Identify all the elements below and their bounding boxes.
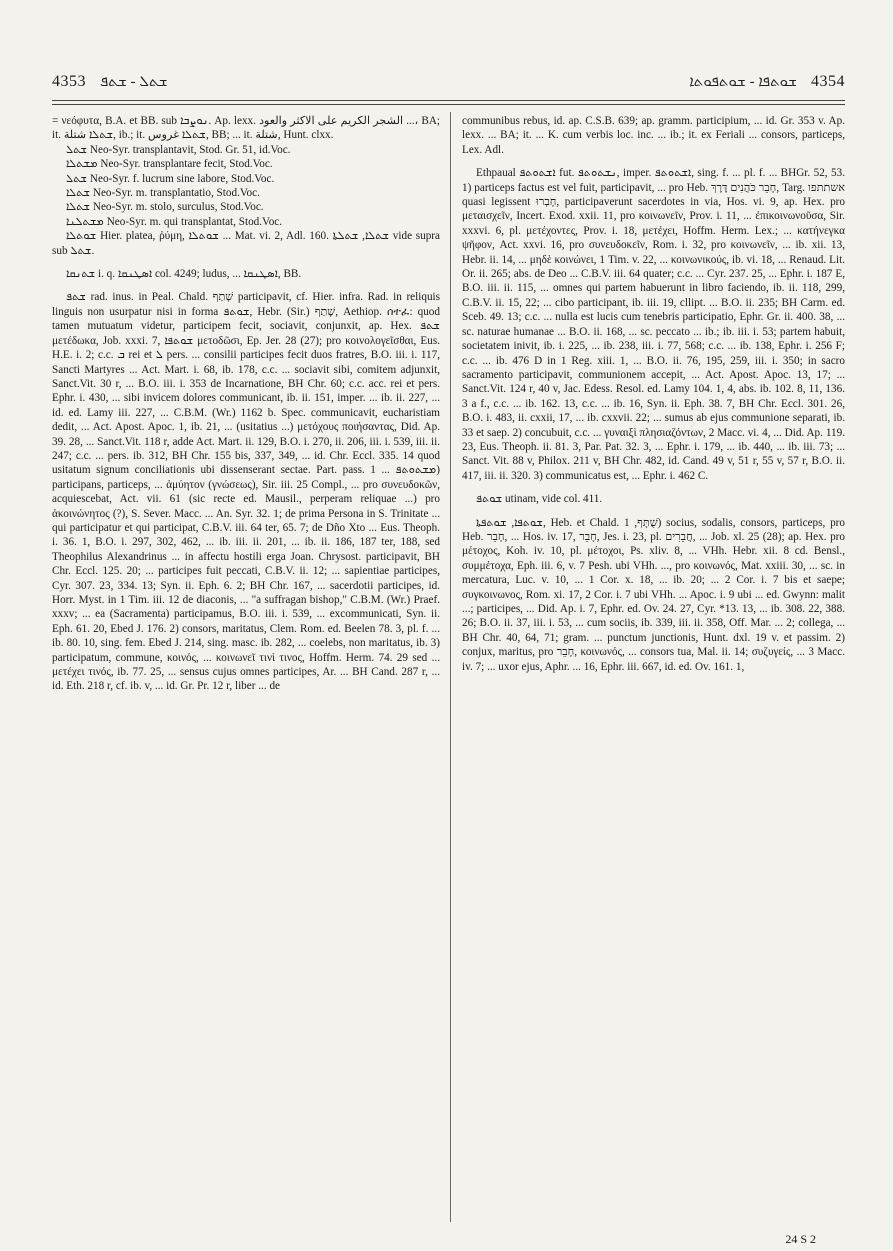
entry-transplantare: ܡܫܬܠܐ Neo-Syr. transplantare fecit, Stod.Voc.	[66, 158, 273, 171]
entry-ludus: ܫܬܢܩܐ i. q. ܐܣܛܢܩܐ col. 4249; ludus, ... ܐܣܛܢܩܐ, BB.	[66, 268, 302, 281]
left-column	[52, 114, 440, 1222]
entry-lucrum: ܫܬܠ Neo-Syr. f. lucrum sine labore, Stod.Voc.	[66, 172, 275, 185]
entry-neophyta: = νεόφυτα, B.A. et BB. sub ܢܘܨܒܐ. Ap. lexx. الشجر الكريم على الاكثر والعود ...، BA; it. ܫܬܠܐ شتلة, ib.; it. ܫܬܠܐ غروس, BB; ... it. شتلة, Hunt. clxx.	[52, 115, 440, 142]
column-divider	[450, 112, 451, 1222]
entry-participavit-root: ܫܬܦ rad. inus. in Peal. Chald. שְׁתַף participavit, cf. Hier. infra. Rad. in reliquis linguis non usurpatur nisi in forma ܫܘܬܦ, Hebr. (Sir.) שָׁתַף, Aethiop. ሰተፈ: quod tamen mutuatum videtur, participem fecit, sociavit, conjunxit, ap. Hex. ܫܬܦ μετέδωκα, Job. xxxi. 7, ܫܘܬܦܐ μετοδῶσι, Ep. Jer. 28 (27); pro κοινολογεῖσθαι, Eus. H.E. i. 2; c.c. ܒ rei et ܠ pers. ... consilii participes fecit duos fratres, B.O. iii. i. 117, Sancti Martyres ... Act. Mart. i. 68, ib. 178, c.c. ... sociavit sibi, comitem adjunxit, Sanct.Vit. 30 r, ... B.O. iii. i. 353 de Incarnatione, BH Chr. 60; c.c. acc. rei et pers. Ephr. i. 430, ... sibi invicem dolores communicant, ib. ii. 151, imper. ... ib. ii. 227, ... id. ed. Lamy iii. 227, ... C.B.M. (Wr.) 1162 b. Spec. communicavit, eucharistiam dedit, ... Act. Apost. Apoc. 1, ib. 21, ... (usitatius ...) μετόχους ποιήσαντας, Did. Ap. 39. 28, ... Sanct.Vit. 118 r, adde Act. Mart. ii. 129, B.O. i. 270, ii. 206, iii. i. 539, iii. ii. 247; c.c. ... pers. ib. 312, BH Chr. 155 bis, 337, 349, ... id. Chr. Eccl. 335. 14 quod usitatum signum conciliationis ubi dissenserant sectae. Part. pass. ܡܫܬܘܬܦ ... 1) participans, particeps, ... ἀμύητον (γνώσεως), Sir. iii. 25 Compl., ... pro συνευδοκῶν, acquiescebat, Act. vii. 61 (sic recte ed. Mausil., perperam reliquae ...) pro ἀκοινώνητος (?), S. Sever. Macc. ... An. Syr. 32. 1; de prima Persona in S. Trinitate ... qui participatur et qui participat, C.B.V. iii. 64 ter, 65. 7; de Dño Xto ... Eus. Theoph. i. 36. 1, B.O. i. 297, 302, 462, ... ib. iii. ii. 201, ... ib. ii. 186, 187 ter, 188, sed Theophilus Alexandrinus ... in affectu hostili erga Joan. Chrysost. participavit, BH Chr. Eccl. 125. 20; ... participes fuit peccati, C.B.V. ii. 12; ... sapientiae participes, Cyr. 307. 23, 334. 13; Syn. ii. Eph. 6. 2; BH Chr. 167, ... sacerdotii participes, id. Horr. Myst. in 1 Tim. iii. 12 de diaconis, ... "a suffragan bishop," C.B.M. (Wr.) Praef. xxxv; ... ea (Sacramenta) participamus, B.O. iii. i. 539, ... excommunicati, Syn. ii. Eph. 61. 20, Ebed J. 176. 2) consors, maritatus, Clem. Rom. ed. Beelen 78. 3, pl. f. ... ib. 80. 10, sing. fem. Ebed J. 214, sing. masc. ib. 282, ... coelebs, non maritatus, ib. 3) participatum, commune, κοινός, ... κοινωνεῖ τινὶ τινος, Hoffm. Herm. 74. 29 sed ... μετέχει τινός, ib. 77. 25, ... sensus cujus omnes participes, Ar. ... BH Cand. 287 r, ... id. Eth. 218 r, cf. ib. v, ... id. Gr. Pr. 12 r, liber ... de	[52, 291, 440, 693]
left-page-number: 4353	[52, 73, 86, 90]
entry-transplantatio: ܫܬܠܐ Neo-Syr. m. transplantatio, Stod.Voc.	[66, 187, 260, 200]
entry-qui-transplantat: ܡܫܬܠܢܐ Neo-Syr. m. qui transplantat, Stod.Voc.	[66, 215, 283, 228]
signature-mark: 24 S 2	[785, 1232, 816, 1246]
entry-communibus-rebus: communibus rebus, id. ap. C.S.B. 639; ap. gramm. participium, ... id. Gr. 353 v. Ap. lexx. ... BA; it. ... K. cum verbis loc. inc. ... ib.; it. ex Feriali ... consors, particeps, Lex. Adl.	[462, 115, 845, 156]
right-running-head: ܫܘܬܦܐ - ܫܘܬܦܘܬܐ	[689, 74, 797, 90]
header-right	[689, 73, 845, 91]
entry-utinam: ܫܘܬܦ utinam, vide col. 411.	[476, 493, 603, 506]
entry-stolo: ܫܬܠܐ Neo-Syr. m. stolo, surculus, Stod.Voc.	[66, 201, 264, 214]
entry-socius: ܫܘܬܦܐ, ܫܘܬܦܬܐ, Heb. et Chald. שֻׁתָּף, 1) socius, sodalis, consors, particeps, pro Heb. חָבֵר, ... Hos. iv. 17, חָבֵר, Jes. i. 23, pl. חֲבֵרִים, ... Job. xl. 25 (28); ap. Hex. pro μέτοχος, Koh. iv. 10, pl. μέτοχοι, Ps. xliv. 8, ... VHh. Hebr. xii. 8 cd. Bensl., συμμέτοχα, Eph. iii. 6, v. 7 Pesh. ubi VHh. ..., pro κοινωνός, Mat. xxiii. 30, ... sc. in mercatura, Luc. v. 10, ... 1 Cor. x. 18, ... ib. 20; ... 2 Cor. i. 7 bis et saepe; συγκοινωνος, Rom. xi. 17, 2 Cor. i. 7 ubi VHh. ... Apoc. i. 9 ubi ... ed. Gwynn: malit ...; participes, ... Did. Ap. i. 7, Ephr. ed. Ov. 24. 27, Cyr. *13. 13, ... ib. 308. 22, 388. 26; B.O. ii. 37, iii. i. 53, ... cum sociis, ib. 339, iii. ii. 358, Off. Mar. ... 2; collega, ... BH Chr. 40, 64, 71; gram. ... punctum junctionis, Hunt. dxl. 19 v. et passim. 2) conjux, maritus, pro חָבֵר, κοινωνός, ... consors tua, Mal. ii. 14; συζυγείς, ... 3 Macc. iv. 7; ... uxor ejus, Aphr. ... 16, Ephr. iii. 667, id. ed. Ov. 161. 1,	[462, 516, 845, 673]
right-page-number: 4354	[811, 73, 845, 90]
header-rule-top	[52, 100, 845, 101]
entry-platea: ܫܘܬܠܐ Hier. platea, ῥύμη, ܫܘܬܠܐ ... Mat. vi. 2, Adl. 160. ܫܬܠܐ, ܫܬܠܬܐ vide supra sub ܫܬܠ.	[52, 230, 440, 257]
left-running-head: ܫܬܠ - ܫܬܦ	[100, 74, 168, 90]
right-column	[462, 114, 845, 1222]
header-rule-bottom	[52, 104, 845, 105]
entry-transplantavit: ܫܬܠ Neo-Syr. transplantavit, Stod. Gr. 51, id.Voc.	[66, 143, 291, 156]
header-left	[52, 73, 168, 91]
entry-ethpaual: Ethpaual ܐܫܬܘܬܦ fut. ܢܫܬܘܬܦ, imper. ܐܫܬܘܬܦ, sing. f. ... pl. f. ... BHGr. 52, 53. 1) particeps factus est vel fuit, participavit, ... pro Heb. חָבֵר כֹּהֲנִים דֶּרֶךְ, Targ. אשתתפו quasi legissent חָבְרוּ, participaverunt sacerdotes in via, Hos. vi. 9, ap. Hex. pro μεταισχεῖν, Incert. Exod. xxii. 11, pro κοινωνεῖν, Prov. i. 11, ... ἐπικοινωνοῦσα, Sir. xxxvi. 6, pl. μετέχοντες, Prov. i. 18, μετέχει, Hoffm. Herm. Lex.; ... κατήνεγκα ψῆφον, Act. xxvi. 16, pro συνευδοκεῖν, Rom. i. 32, pro κοινωνεῖν, ... ib. xii. 13, Hebr. ii. 14, ... μηδὲ κοινώνει, 1 Tim. v. 22, ... κοινωνικούς, ib. vi. 18, ... Renaud. Lit. Or. ii. 265; abs. de Deo ... C.B.V. iii. 64 quater; c.c. ... Cyr. 237. 25, ... Ephr. i. 187 E, B.O. iii. ii. 115, ... omnes qui partem habuerunt in libro faciendo, ib. ii. 118, 299, C.B.V. ii. 15, 22; ... cibo participant, ib. iii. 19, cllipt. ... B.O. ii. 235; BH Carm. ed. Sceb. 49. 13; c.c. ... nulla est lucis cum tenebris participatio, Ephr. Gr. ii. 400. 38, ... sc. naturae humanae ... B.O. ii. 168, ... sc. peccato ... ib.; ib. iii. i. 53; partem habuit, societatem inivit, ib. i. 225, ... ib. 238, iii. i. 77, 568; c.c. ... ib. 138, Ephr. i. 256 F; c.c. ... ib. 476 D in 1 Reg. xiii. 1, ... B.O. ii. 76, 195, 259, iii. i. 350; in sacro sacramento participavit, communionem accepit, ... Act. Apost. Apoc. 13, 17; ... Sanct.Vit. 124 r, 40 v, Jac. Edess. Resol. ed. Lamy 104. 1, 4, abs. ib. 102. 8, 11, 136. 3 a f., c.c. ... ib. 162. 13, c.c. ... ib. 16, Syn. ii. Eph. 38. 7, BH Chr. Eccl. 301. 26, B.O. i. 483, ii. cxxii, 17, ... ib. cxxvii. 22; ... sumus ab ejus communione separati, ib. 33 et saep. 2) concubuit, c.c. ... γυναιξὶ πλησιαζόντων, 2 Macc. vi. 4, ... Did. Ap. 119. 23, Eus. Theoph. ii. 81. 3, Par. Pat. 32. 3, ... Ephr. i. 179, ... ib. 440, ... ib. iii. 73; ... Sanct. Vit. 88 v, Philox. 211 v, BH Chr. 482, id. Cand. 49 v, 51 r, 55 v, 57 r, B.O. ii. 417, iii. ii. 320. 3) communicatus est, ... Ephr. i. 462 C.	[462, 167, 845, 482]
page-header	[52, 70, 845, 94]
